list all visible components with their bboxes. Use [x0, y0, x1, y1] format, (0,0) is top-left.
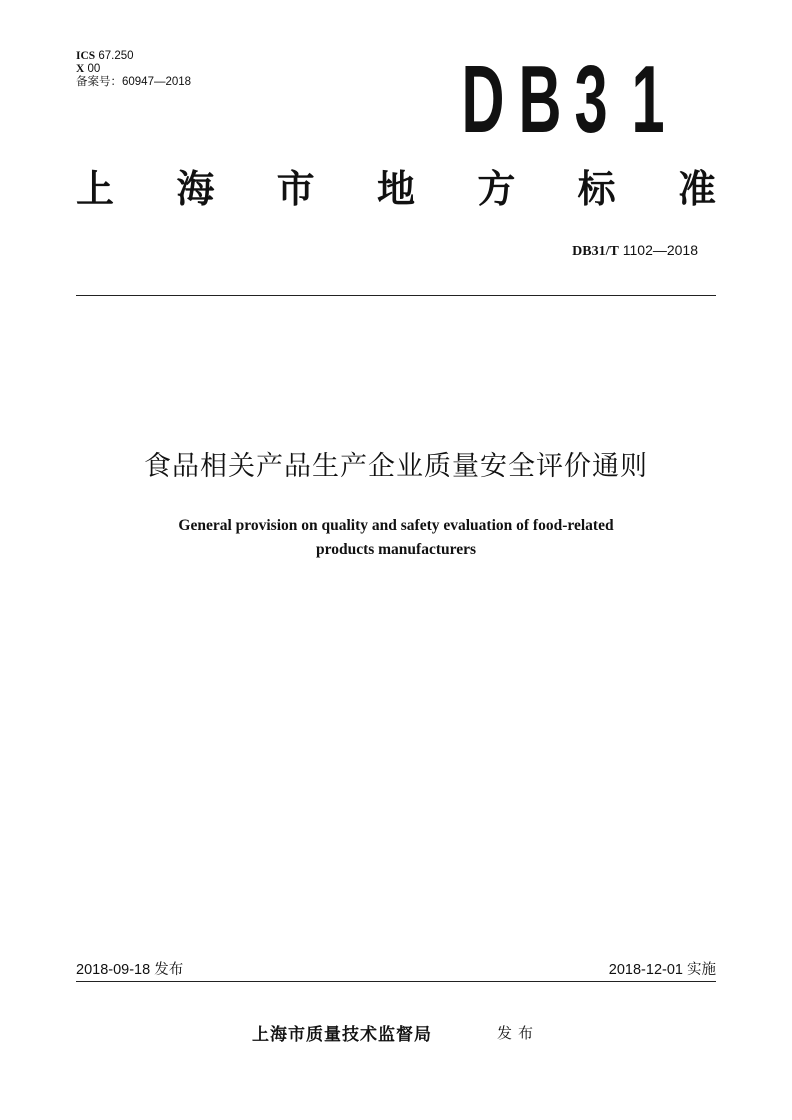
record-number: 备案号：60947—2018 — [76, 76, 192, 88]
heading-char: 标 — [577, 166, 616, 211]
standard-code — [572, 242, 698, 260]
issue-action: 发布 — [497, 1024, 540, 1042]
heading-char: 方 — [477, 166, 516, 211]
implement-date: 2018-12-01 实施 — [608, 962, 716, 978]
classification-value: 00 — [87, 63, 101, 75]
logo-glyph-b: B — [518, 46, 562, 153]
ics-label: ICS — [76, 50, 96, 62]
heading-char: 准 — [677, 166, 716, 211]
db31-logo — [452, 46, 672, 153]
logo-glyph-d: D — [461, 46, 505, 153]
document-metadata — [76, 50, 191, 89]
classification-label: X — [76, 63, 85, 75]
heading-char: 市 — [276, 166, 315, 211]
heading-char: 海 — [176, 166, 215, 211]
issuing-authority: 上海市质量技术监督局 — [252, 1025, 432, 1045]
document-title-en-line2: products manufacturers — [315, 541, 477, 558]
ics-line — [76, 50, 191, 63]
standard-type-heading — [76, 160, 716, 210]
standard-code-number: 1102—2018 — [622, 242, 698, 258]
document-title-en — [0, 514, 792, 562]
heading-char: 地 — [376, 166, 415, 211]
standard-code-prefix: DB31/T — [572, 244, 619, 259]
heading-char: 上 — [76, 166, 115, 211]
footer-divider — [76, 981, 716, 982]
document-title-cn: 食品相关产品生产企业质量安全评价通则 — [144, 451, 648, 482]
header-divider — [76, 295, 716, 296]
classification-line — [76, 63, 191, 76]
ics-value: 67.250 — [98, 50, 134, 62]
logo-glyph-3: 3 — [574, 46, 608, 153]
publish-date: 2018-09-18 发布 — [76, 962, 184, 978]
document-title-en-line1: General provision on quality and safety evaluation of food-related — [178, 517, 614, 534]
logo-glyph-1: 1 — [631, 46, 665, 153]
